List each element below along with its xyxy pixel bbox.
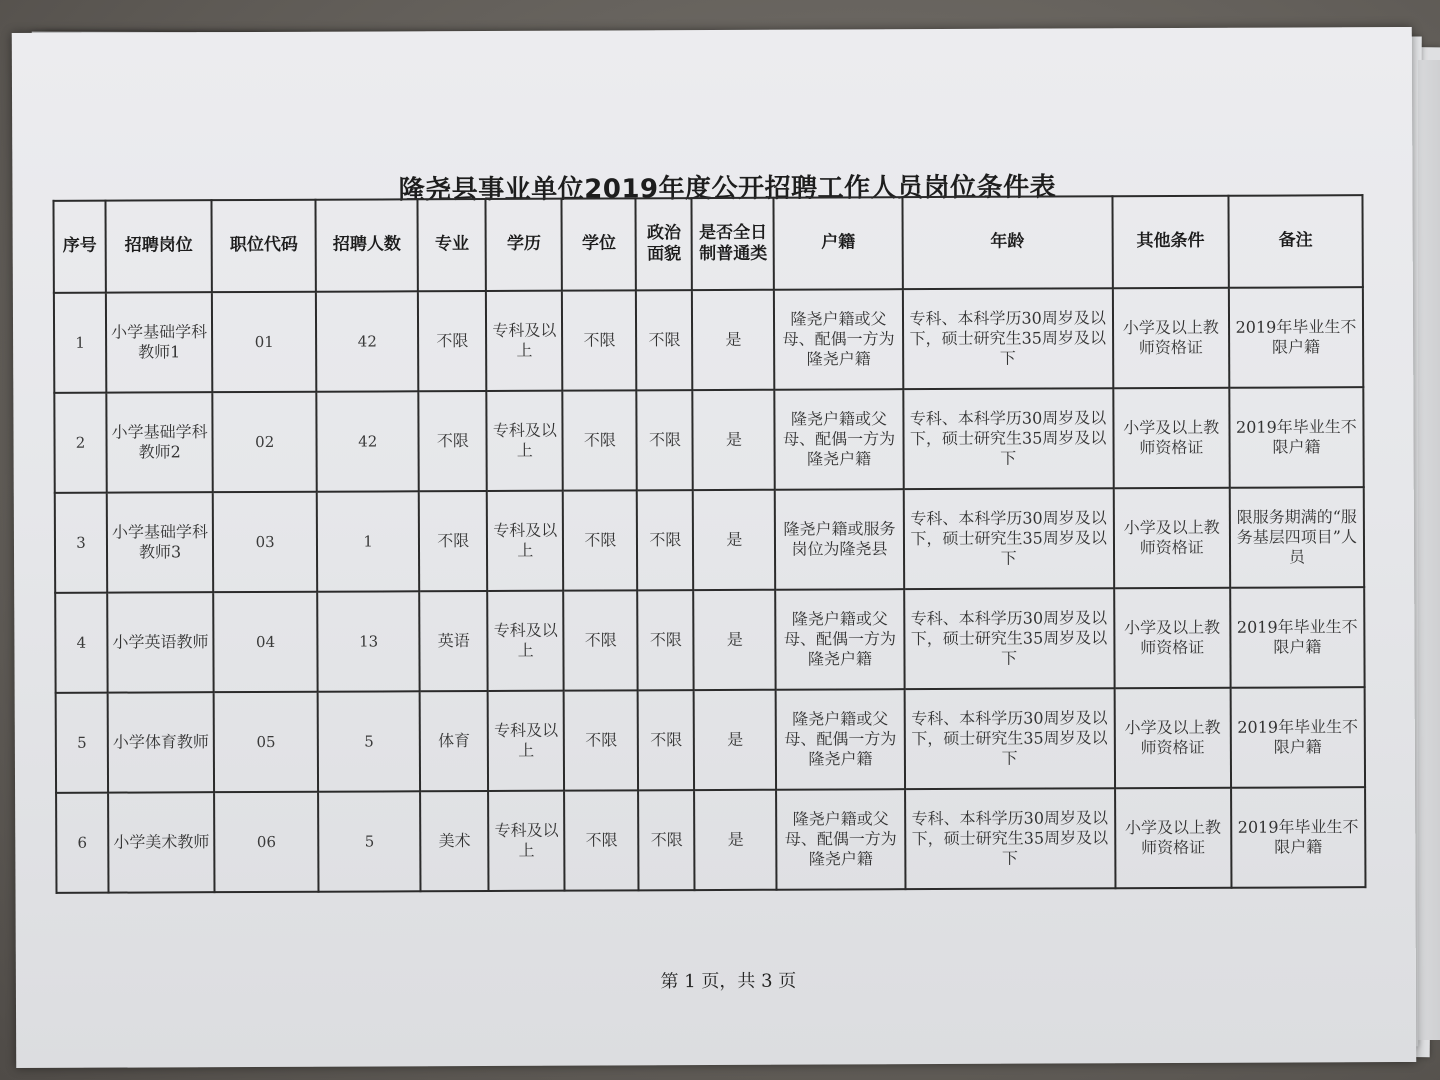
- table-cell: 小学美术教师: [108, 792, 215, 892]
- header-cell: 备注: [1228, 195, 1363, 288]
- table-cell: 2019年毕业生不限户籍: [1230, 587, 1365, 688]
- header-cell: 序号: [53, 201, 105, 293]
- table-row: [54, 287, 1363, 393]
- table-cell: 是: [692, 290, 774, 390]
- table-cell: 不限: [638, 790, 694, 890]
- header-cell: 户籍: [774, 197, 902, 290]
- table-cell: 是: [693, 390, 775, 490]
- table-cell: 专科、本科学历30周岁及以下，硕士研究生35周岁及以下: [903, 488, 1114, 589]
- table-cell: 42: [316, 291, 418, 391]
- paper-stack-edge: [1418, 60, 1440, 1040]
- page-footer: 第 1 页，共 3 页: [660, 970, 797, 993]
- table-cell: 不限: [562, 290, 636, 390]
- table-cell: 5: [318, 791, 420, 891]
- table-cell: 隆尧户籍或父母、配偶一方为隆尧户籍: [776, 589, 905, 690]
- table-cell: 隆尧户籍或父母、配偶一方为隆尧户籍: [775, 389, 904, 490]
- table-row: [56, 687, 1365, 793]
- table-cell: 5: [56, 693, 108, 793]
- table-row: [56, 787, 1365, 893]
- table-cell: 专科、本科学历30周岁及以下，硕士研究生35周岁及以下: [904, 688, 1115, 789]
- table-cell: 专科及以上: [487, 391, 563, 491]
- table-cell: 不限: [564, 690, 638, 790]
- table-cell: 隆尧户籍或服务岗位为隆尧县: [775, 489, 904, 590]
- table-cell: 不限: [564, 590, 638, 690]
- table-cell: 是: [694, 690, 776, 790]
- table-cell: 06: [214, 792, 319, 892]
- table-cell: 英语: [419, 591, 487, 691]
- table-cell: 1: [317, 491, 419, 591]
- table-row: [55, 487, 1364, 593]
- table-cell: 04: [213, 592, 318, 692]
- table-cell: 3: [55, 493, 107, 593]
- table-cell: 2019年毕业生不限户籍: [1229, 287, 1364, 388]
- table-cell: 不限: [637, 490, 693, 590]
- table-cell: 4: [55, 593, 107, 693]
- job-conditions-table: [52, 194, 1366, 894]
- table-cell: 隆尧户籍或父母、配偶一方为隆尧户籍: [774, 289, 903, 390]
- header-cell: 是否全日制普通类: [692, 198, 774, 290]
- table-cell: 体育: [420, 691, 488, 791]
- table-cell: 限服务期满的“服务基层四项目”人员: [1230, 487, 1365, 588]
- header-cell: 其他条件: [1112, 196, 1228, 289]
- table-cell: 13: [317, 591, 419, 691]
- table-cell: 1: [54, 293, 106, 393]
- table-cell: 2019年毕业生不限户籍: [1231, 787, 1366, 888]
- table-cell: 05: [214, 692, 319, 792]
- table-cell: 专科及以上: [488, 791, 564, 891]
- header-cell: 政治面貌: [636, 198, 692, 290]
- table-cell: 专科及以上: [487, 491, 563, 591]
- document-page: [12, 27, 1417, 1068]
- table-cell: 是: [694, 790, 776, 890]
- table-cell: 专科及以上: [487, 591, 563, 691]
- table-cell: 5: [318, 691, 420, 791]
- table-cell: 专科、本科学历30周岁及以下，硕士研究生35周岁及以下: [905, 788, 1116, 889]
- header-cell: 学历: [486, 199, 562, 291]
- header-cell: 学位: [562, 198, 636, 290]
- table-row: [54, 387, 1363, 493]
- table-cell: 小学英语教师: [107, 592, 214, 692]
- table-cell: 小学体育教师: [108, 692, 215, 792]
- table-cell: 小学基础学科教师2: [106, 392, 213, 492]
- table-cell: 专科及以上: [486, 291, 562, 391]
- table-cell: 小学及以上教师资格证: [1113, 488, 1230, 589]
- table-cell: 是: [693, 490, 775, 590]
- table-cell: 不限: [637, 390, 693, 490]
- table-cell: 专科、本科学历30周岁及以下，硕士研究生35周岁及以下: [903, 388, 1114, 489]
- table-cell: 6: [56, 793, 108, 893]
- header-cell: 专业: [418, 199, 486, 291]
- table-cell: 不限: [564, 790, 638, 890]
- header-cell: 年龄: [902, 196, 1113, 289]
- table-cell: 隆尧户籍或父母、配偶一方为隆尧户籍: [776, 689, 905, 790]
- table-cell: 小学及以上教师资格证: [1114, 688, 1231, 789]
- table-cell: 不限: [638, 690, 694, 790]
- table-cell: 是: [694, 590, 776, 690]
- table-cell: 小学及以上教师资格证: [1113, 388, 1230, 489]
- table-cell: 小学及以上教师资格证: [1114, 588, 1231, 689]
- table-cell: 2019年毕业生不限户籍: [1230, 687, 1365, 788]
- table-cell: 专科、本科学历30周岁及以下，硕士研究生35周岁及以下: [902, 288, 1113, 389]
- header-cell: 招聘岗位: [106, 200, 212, 292]
- document-title: 隆尧县事业单位2019年度公开招聘工作人员岗位条件表: [398, 172, 1057, 206]
- table-cell: 不限: [418, 291, 486, 391]
- table-cell: 不限: [563, 390, 637, 490]
- table-cell: 小学基础学科教师1: [106, 292, 213, 392]
- table-cell: 03: [213, 492, 318, 592]
- table-row: [55, 587, 1364, 693]
- table-header-row: [53, 195, 1362, 293]
- table-cell: 2: [54, 393, 106, 493]
- header-cell: 职位代码: [212, 200, 316, 292]
- table-cell: 美术: [420, 791, 488, 891]
- header-cell: 招聘人数: [316, 199, 418, 291]
- table-cell: 隆尧户籍或父母、配偶一方为隆尧户籍: [777, 789, 906, 890]
- table-cell: 不限: [636, 290, 692, 390]
- table-cell: 不限: [638, 590, 694, 690]
- table-cell: 01: [212, 292, 317, 392]
- table-cell: 2019年毕业生不限户籍: [1229, 387, 1364, 488]
- table-cell: 小学及以上教师资格证: [1113, 288, 1230, 389]
- table-cell: 42: [317, 391, 419, 491]
- table-cell: 02: [212, 392, 317, 492]
- table-cell: 小学基础学科教师3: [107, 492, 214, 592]
- table-cell: 不限: [419, 491, 487, 591]
- table-cell: 不限: [563, 490, 637, 590]
- table-cell: 不限: [419, 391, 487, 491]
- table-cell: 专科及以上: [488, 691, 564, 791]
- table-cell: 小学及以上教师资格证: [1115, 788, 1232, 889]
- table-cell: 专科、本科学历30周岁及以下，硕士研究生35周岁及以下: [904, 588, 1115, 689]
